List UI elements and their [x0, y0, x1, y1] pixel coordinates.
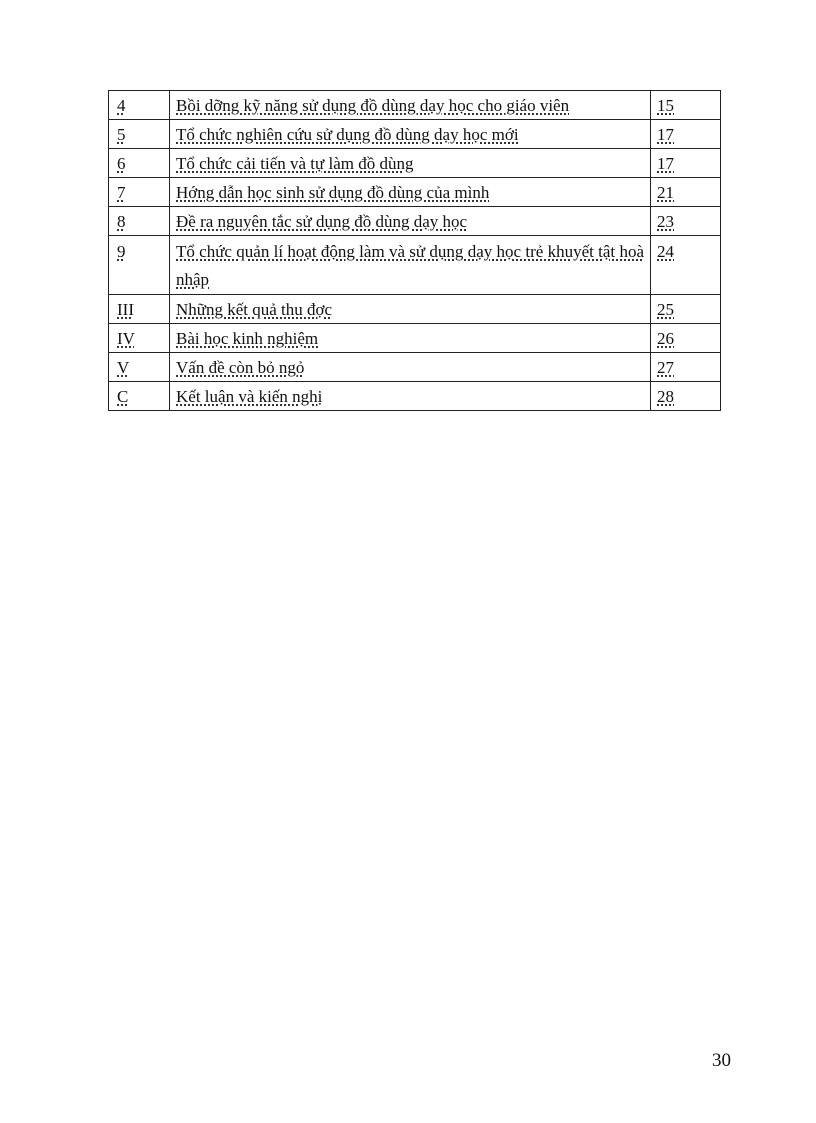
table-row: [109, 324, 721, 353]
row-page: 24: [651, 236, 721, 295]
row-title: Bài học kinh nghiệm: [170, 324, 651, 353]
row-title: Tổ chức quản lí hoạt động làm và sử dụng dạy học trẻ khuyết tật hoà nhập: [170, 236, 651, 295]
row-page: 17: [651, 149, 721, 178]
row-page: 28: [651, 382, 721, 411]
row-number: C: [109, 382, 170, 411]
table-row: [109, 120, 721, 149]
row-title: Tổ chức nghiên cứu sử dụng đồ dùng dạy học mới: [170, 120, 651, 149]
table-row: [109, 382, 721, 411]
table-row: [109, 178, 721, 207]
row-number: 5: [109, 120, 170, 149]
row-title: Đề ra nguyên tắc sử dụng đồ dùng dạy học: [170, 207, 651, 236]
row-page: 23: [651, 207, 721, 236]
row-number: 4: [109, 91, 170, 120]
row-title: Bồi dỡng kỹ năng sử dụng đồ dùng dạy học cho giáo viên: [170, 91, 651, 120]
row-page: 15: [651, 91, 721, 120]
table-row: [109, 149, 721, 178]
row-page: 27: [651, 353, 721, 382]
row-page: 26: [651, 324, 721, 353]
row-number: 9: [109, 236, 170, 295]
row-title: Hớng dẫn học sinh sử dụng đồ dùng của mình: [170, 178, 651, 207]
table-row: [109, 207, 721, 236]
table-row: [109, 295, 721, 324]
row-title: Vấn đề còn bỏ ngỏ: [170, 353, 651, 382]
table-of-contents: [108, 90, 721, 411]
table-row: [109, 353, 721, 382]
row-title: Những kết quả thu đợc: [170, 295, 651, 324]
row-number: V: [109, 353, 170, 382]
table-row: [109, 91, 721, 120]
row-page: 21: [651, 178, 721, 207]
row-number: 8: [109, 207, 170, 236]
table-row: [109, 236, 721, 295]
row-number: III: [109, 295, 170, 324]
row-number: 7: [109, 178, 170, 207]
row-page: 17: [651, 120, 721, 149]
row-number: IV: [109, 324, 170, 353]
row-number: 6: [109, 149, 170, 178]
row-page: 25: [651, 295, 721, 324]
row-title: Tổ chức cải tiến và tự làm đồ dùng: [170, 149, 651, 178]
row-title: Kết luận và kiến nghị: [170, 382, 651, 411]
page-number: 30: [712, 1050, 731, 1071]
